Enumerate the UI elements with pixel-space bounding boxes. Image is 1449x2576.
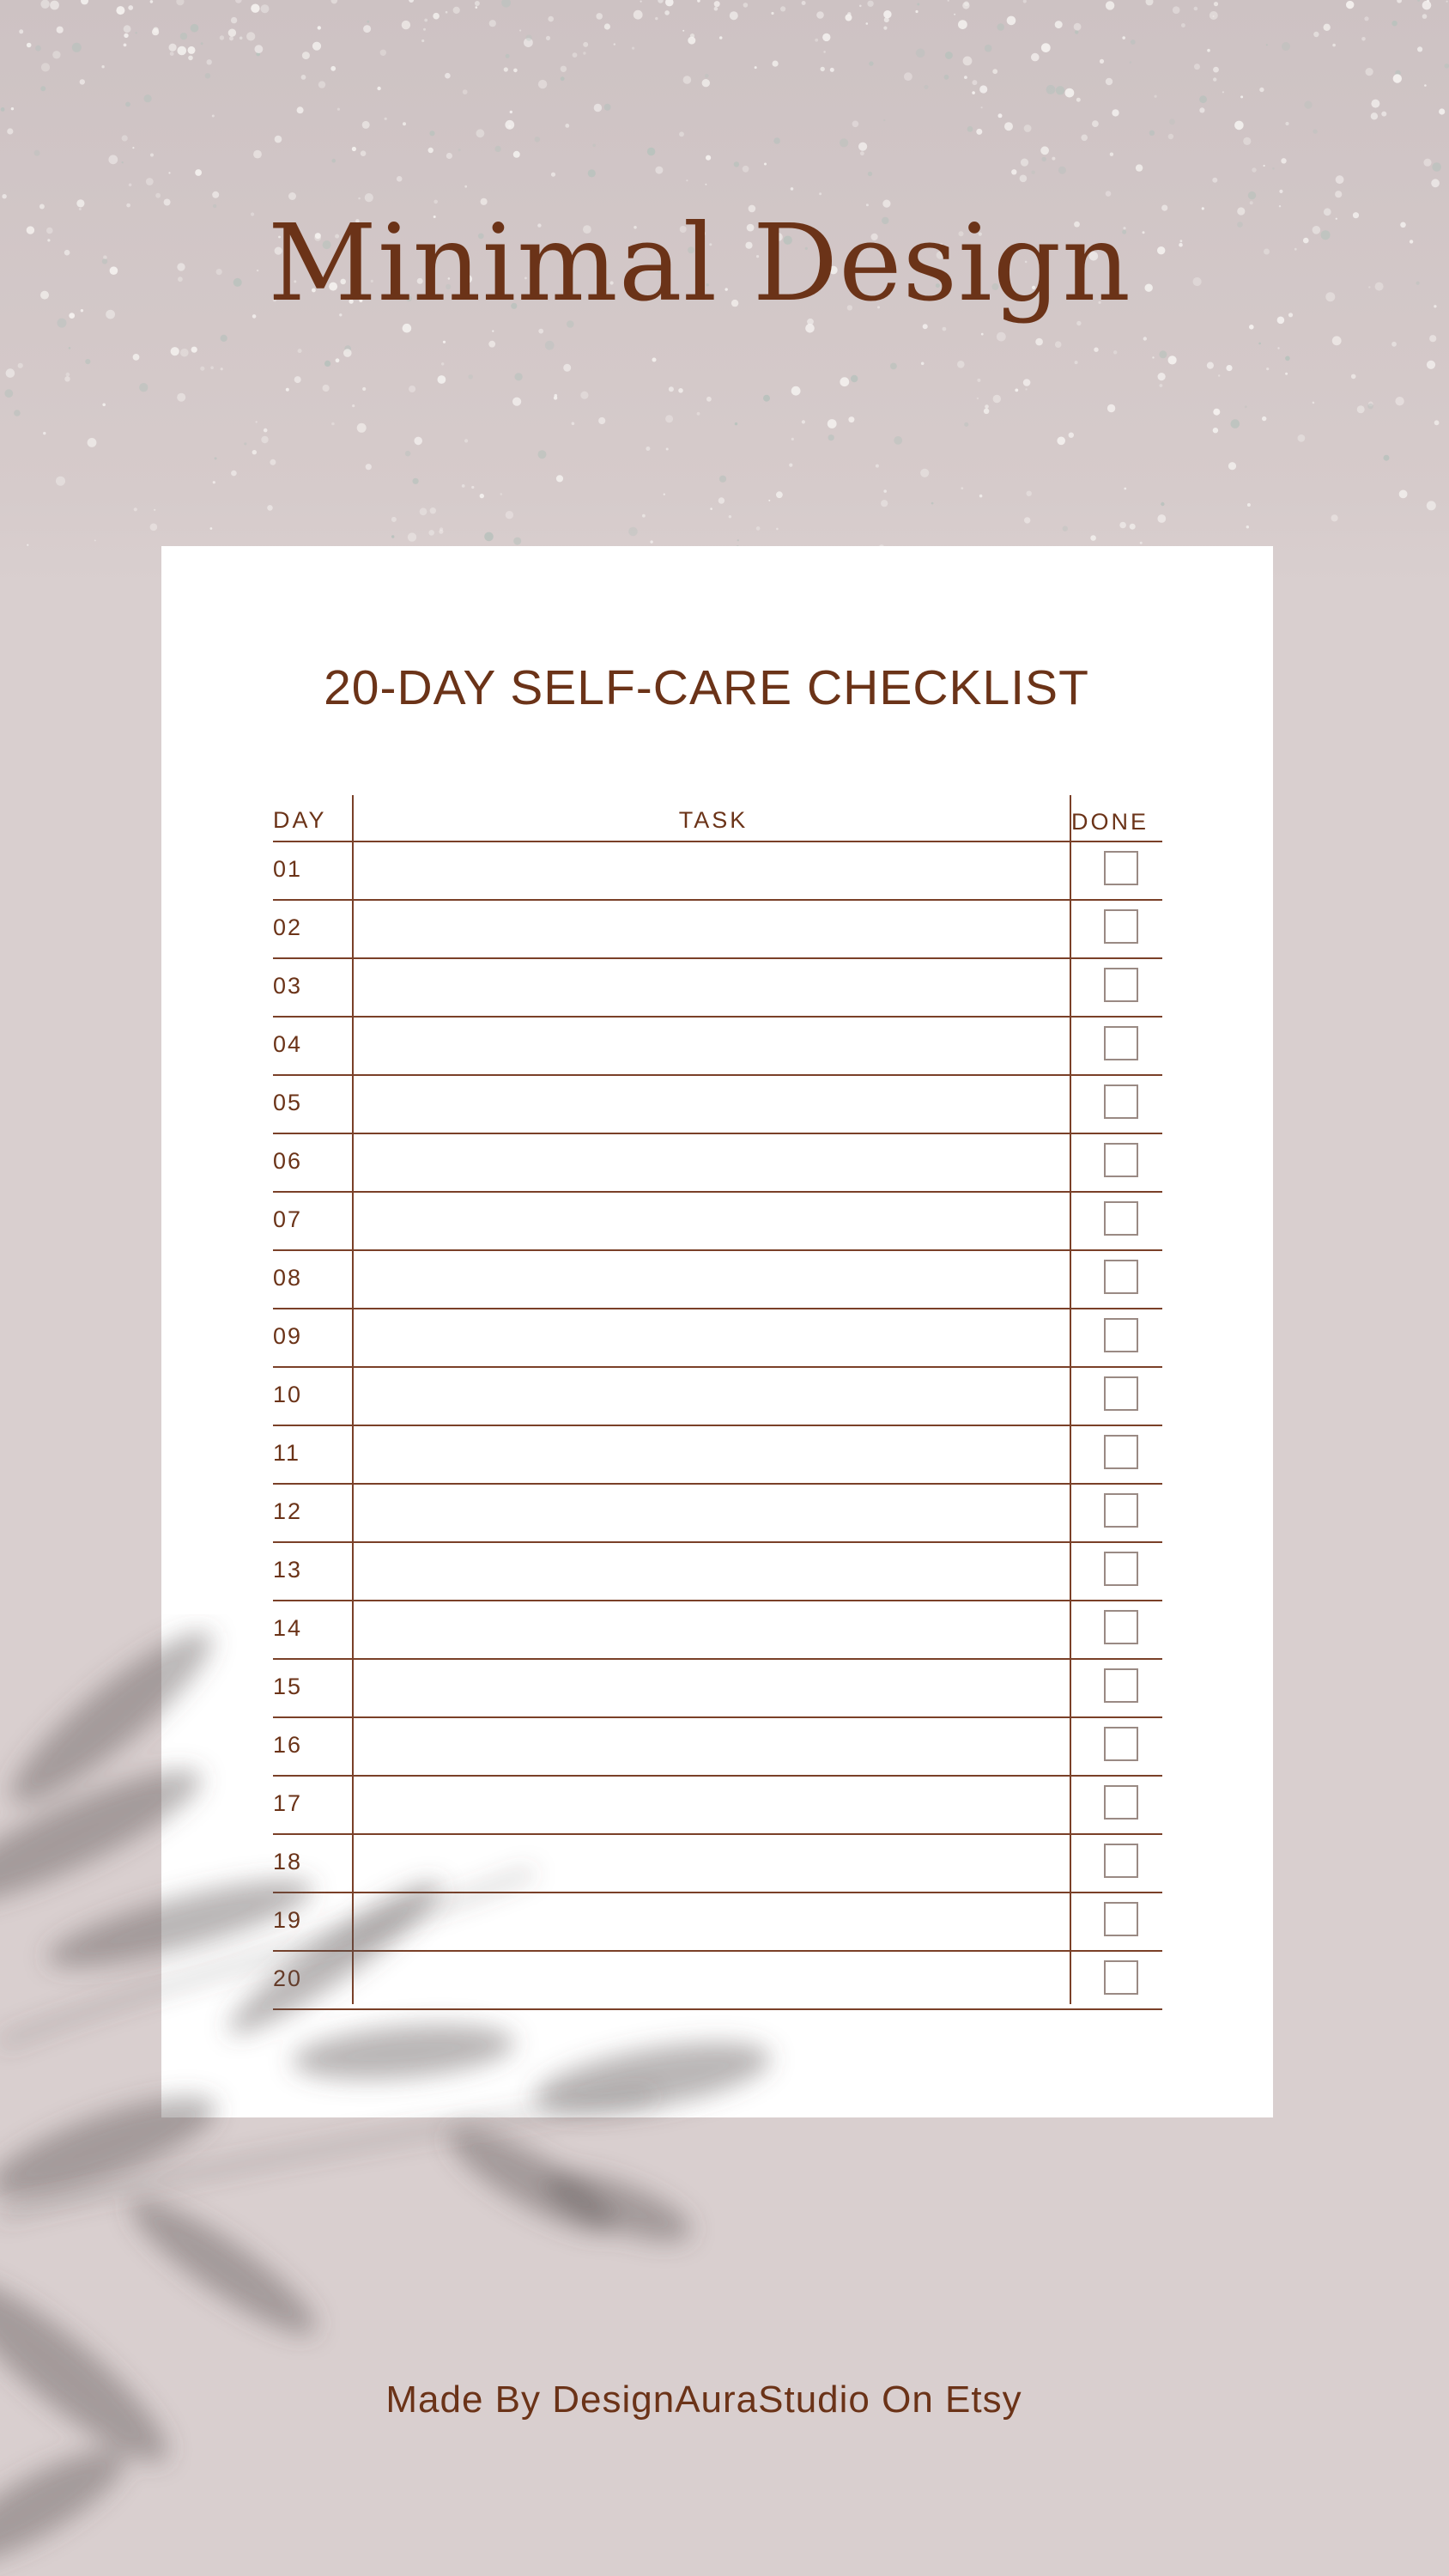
task-input[interactable]: [359, 1435, 1066, 1478]
done-checkbox[interactable]: [1104, 1960, 1138, 1995]
day-number: 18: [273, 1849, 303, 1874]
table-row: [273, 1074, 1162, 1133]
done-checkbox[interactable]: [1104, 1902, 1138, 1936]
done-checkbox[interactable]: [1104, 1201, 1138, 1236]
task-input[interactable]: [359, 968, 1066, 1011]
table-row: [273, 1366, 1162, 1425]
day-number: 06: [273, 1148, 303, 1174]
done-checkbox[interactable]: [1104, 1143, 1138, 1177]
column-header-day: DAY: [273, 807, 327, 833]
column-header-done: DONE: [1070, 809, 1149, 835]
day-number: 03: [273, 973, 303, 999]
checklist-title: 20-DAY SELF-CARE CHECKLIST: [324, 660, 1089, 715]
done-checkbox[interactable]: [1104, 1785, 1138, 1820]
done-checkbox[interactable]: [1104, 909, 1138, 944]
done-checkbox[interactable]: [1104, 1668, 1138, 1703]
task-input[interactable]: [359, 1084, 1066, 1127]
day-number: 07: [273, 1206, 303, 1232]
task-input[interactable]: [359, 909, 1066, 952]
table-row: [273, 957, 1162, 1016]
task-input[interactable]: [359, 1201, 1066, 1244]
done-checkbox[interactable]: [1104, 1727, 1138, 1761]
day-number: 20: [273, 1965, 303, 1991]
day-number: 15: [273, 1674, 303, 1699]
task-input[interactable]: [359, 1026, 1066, 1069]
done-column-divider: [1070, 795, 1071, 2004]
done-checkbox[interactable]: [1104, 1084, 1138, 1119]
task-input[interactable]: [359, 1552, 1066, 1595]
table-row: [273, 1249, 1162, 1308]
day-number: 16: [273, 1732, 303, 1758]
done-checkbox[interactable]: [1104, 1435, 1138, 1469]
done-checkbox[interactable]: [1104, 1026, 1138, 1060]
table-row: [273, 899, 1162, 957]
day-number: 09: [273, 1323, 303, 1349]
table-row: [273, 1191, 1162, 1249]
day-number: 01: [273, 856, 303, 882]
day-number: 08: [273, 1265, 303, 1291]
leaf-shadow-decoration: [0, 1614, 944, 2576]
day-number: 10: [273, 1382, 303, 1407]
footer-credit: Made By DesignAuraStudio On Etsy: [385, 2379, 1022, 2421]
table-row: [273, 1133, 1162, 1191]
task-input[interactable]: [359, 1260, 1066, 1303]
day-number: 14: [273, 1615, 303, 1641]
task-input[interactable]: [359, 1143, 1066, 1186]
done-checkbox[interactable]: [1104, 851, 1138, 885]
table-row: [273, 1483, 1162, 1541]
day-number: 05: [273, 1090, 303, 1115]
table-row: [273, 1425, 1162, 1483]
page-title: Minimal Design: [267, 202, 1132, 325]
day-number: 13: [273, 1557, 303, 1583]
day-number: 11: [273, 1440, 301, 1466]
done-checkbox[interactable]: [1104, 1318, 1138, 1352]
task-input[interactable]: [359, 1493, 1066, 1536]
done-checkbox[interactable]: [1104, 1376, 1138, 1411]
day-number: 17: [273, 1790, 303, 1816]
day-number: 19: [273, 1907, 303, 1933]
done-checkbox[interactable]: [1104, 1493, 1138, 1528]
day-number: 02: [273, 914, 303, 940]
done-checkbox[interactable]: [1104, 968, 1138, 1002]
done-checkbox[interactable]: [1104, 1260, 1138, 1294]
done-checkbox[interactable]: [1104, 1844, 1138, 1878]
day-number: 04: [273, 1031, 303, 1057]
table-header: [273, 795, 1162, 841]
done-checkbox[interactable]: [1104, 1610, 1138, 1644]
table-row: [273, 1308, 1162, 1366]
done-checkbox[interactable]: [1104, 1552, 1138, 1586]
column-header-task: TASK: [678, 807, 749, 833]
table-row: [273, 1541, 1162, 1600]
day-number: 12: [273, 1498, 303, 1524]
task-input[interactable]: [359, 1318, 1066, 1361]
task-input[interactable]: [359, 851, 1066, 894]
table-row: [273, 1016, 1162, 1074]
task-input[interactable]: [359, 1376, 1066, 1419]
table-row: [273, 841, 1162, 899]
